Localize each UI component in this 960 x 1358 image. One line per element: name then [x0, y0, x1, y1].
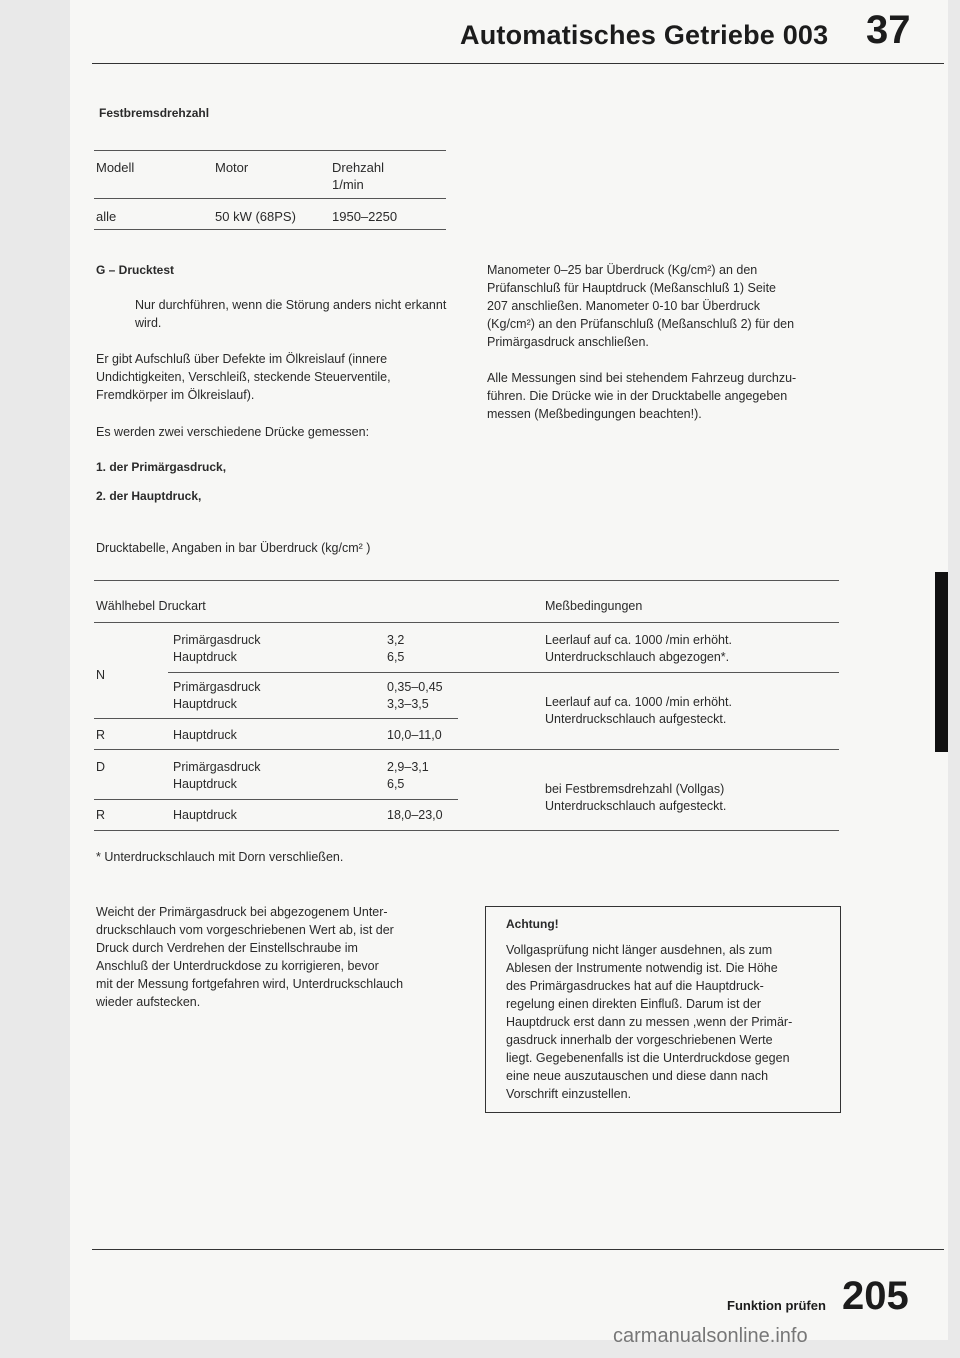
festbrems-mid-rule [94, 198, 446, 199]
weicht-line1: Weicht der Primärgasdruck bei abgezogenem Unter- [96, 905, 388, 919]
drucktest-item1: 1. der Primärgasdruck, [96, 460, 227, 474]
druck-cond2-line2: Unterdruckschlauch aufgesteckt. [545, 712, 727, 726]
festbrems-drehzahl-value: 1950–2250 [332, 209, 398, 224]
weicht-line6: wieder aufstecken. [96, 995, 201, 1009]
drucktest-note: Nur durchführen, wenn die Störung anders nicht erkannt wird. [135, 298, 447, 330]
achtung-line9: Vorschrift einzustellen. [506, 1087, 632, 1101]
manometer-para2-line2: führen. Die Drücke wie in der Drucktabelle angegeben [487, 389, 788, 403]
druck-cond3-line1: bei Festbremsdrehzahl (Vollgas) [545, 782, 725, 796]
druck-row7-type: Hauptdruck [173, 777, 237, 791]
drucktabelle-col-right: Meßbedingungen [545, 599, 643, 613]
manometer-para2-line1: Alle Messungen sind bei stehendem Fahrzeug durchzu- [487, 371, 797, 385]
druck-row2-value: 6,5 [387, 650, 405, 664]
druck-gear-r1: R [96, 728, 106, 742]
festbrems-col-drehzahl: Drehzahl [332, 160, 385, 175]
achtung-title: Achtung! [506, 917, 559, 931]
weicht-line3: Druck durch Verdrehen der Einstellschraube im [96, 941, 358, 955]
drucktabelle-caption: Drucktabelle, Angaben in bar Überdruck (kg/cm² ) [96, 541, 371, 555]
druck-row1-type: Primärgasdruck [173, 633, 261, 647]
drucktest-para1-line3: Fremdkörper im Ölkreislauf). [96, 388, 255, 402]
manometer-para2-line3: messen (Meßbedingungen beachten!). [487, 407, 702, 421]
druck-gear-n: N [96, 668, 106, 682]
achtung-line5: Hauptdruck erst dann zu messen ,wenn der Primär- [506, 1015, 793, 1029]
druck-cond1-line2: Unterdruckschlauch abgezogen*. [545, 650, 730, 664]
druck-cond2-line1: Leerlauf auf ca. 1000 /min erhöht. [545, 695, 732, 709]
druck-row8-type: Hauptdruck [173, 808, 237, 822]
drucktabelle-header-rule [94, 622, 839, 623]
festbrems-modell-value: alle [96, 209, 117, 224]
achtung-line2: Ablesen der Instrumente notwendig ist. Die Höhe [506, 961, 778, 975]
achtung-line6: gasdruck innerhalb der vorgeschriebenen Werte [506, 1033, 773, 1047]
druck-row7-value: 6,5 [387, 777, 405, 791]
druck-row8-value: 18,0–23,0 [387, 808, 443, 822]
achtung-line8: eine neue auszutauschen und diese dann nach [506, 1069, 769, 1083]
druck-row5-value: 10,0–11,0 [387, 728, 442, 742]
festbrems-top-rule [94, 150, 446, 151]
drucktabelle-footnote: * Unterdruckschlauch mit Dorn verschließen. [96, 850, 344, 864]
footer-rule [92, 1249, 944, 1250]
weicht-line5: mit der Messung fortgefahren wird, Unterdruckschlauch [96, 977, 404, 991]
manual-page [70, 0, 948, 1340]
druck-row2-type: Hauptdruck [173, 650, 237, 664]
drucktest-para1-line2: Undichtigkeiten, Verschleiß, steckende Steuerventile, [96, 370, 391, 384]
festbrems-heading: Festbremsdrehzahl [99, 106, 210, 120]
achtung-line7: liegt. Gegebenenfalls ist die Unterdruckdose gegen [506, 1051, 790, 1065]
druck-row3-type: Primärgasdruck [173, 680, 261, 694]
weicht-line2: druckschlauch vom vorgeschriebenen Wert ab, ist der [96, 923, 394, 937]
festbrems-col-motor: Motor [215, 160, 249, 175]
watermark: carmanualsonline.info [613, 1325, 808, 1347]
drucktest-item2: 2. der Hauptdruck, [96, 489, 202, 503]
manometer-line5: Primärgasdruck anschließen. [487, 335, 649, 349]
druck-rule-2 [94, 718, 458, 719]
druck-row6-value: 2,9–3,1 [387, 760, 429, 774]
drucktabelle-bottom-rule [94, 830, 839, 831]
druck-gear-d: D [96, 760, 106, 774]
drucktest-heading: G – Drucktest [96, 263, 175, 277]
druck-row6-type: Primärgasdruck [173, 760, 261, 774]
druck-cond3-line2: Unterdruckschlauch aufgesteckt. [545, 799, 727, 813]
achtung-line3: des Primärgasdruckes hat auf die Hauptdruck- [506, 979, 764, 993]
druck-row4-value: 3,3–3,5 [387, 697, 429, 711]
manometer-line4: (Kg/cm²) an den Prüfanschluß (Meßanschluß 2) für den [487, 317, 795, 331]
drucktabelle-top-rule [94, 580, 839, 581]
manometer-line2: Prüfanschluß für Hauptdruck (Meßanschluß 1) Seite [487, 281, 777, 295]
festbrems-motor-value: 50 kW (68PS) [215, 209, 296, 224]
druck-gear-r2: R [96, 808, 106, 822]
druck-rule-3 [94, 749, 839, 750]
drucktabelle-col-left: Wählhebel Druckart [96, 599, 206, 613]
druck-rule-4 [94, 799, 458, 800]
druck-row5-type: Hauptdruck [173, 728, 237, 742]
druck-row3-value: 0,35–0,45 [387, 680, 443, 694]
manometer-line1: Manometer 0–25 bar Überdruck (Kg/cm²) an den [487, 263, 758, 277]
druck-cond1-line1: Leerlauf auf ca. 1000 /min erhöht. [545, 633, 732, 647]
festbrems-bottom-rule [94, 229, 446, 230]
manometer-line3: 207 anschließen. Manometer 0-10 bar Überdruck [487, 299, 761, 313]
drucktest-para1-line1: Er gibt Aufschluß über Defekte im Ölkreislauf (innere [96, 352, 388, 366]
festbrems-col-modell: Modell [96, 160, 135, 175]
page-number: 205 [842, 1274, 909, 1318]
header-rule [92, 63, 944, 64]
footer-label: Funktion prüfen [727, 1298, 826, 1313]
druck-row4-type: Hauptdruck [173, 697, 237, 711]
section-tab-marker [935, 572, 948, 752]
page-header-title: Automatisches Getriebe 003 [460, 20, 829, 50]
druck-rule-1 [168, 672, 839, 673]
festbrems-col-unit: 1/min [332, 177, 364, 192]
weicht-line4: Anschluß der Unterdruckdose zu korrigieren, bevor [96, 959, 379, 973]
achtung-line4: regelung einen direkten Einfluß. Darum ist der [506, 997, 761, 1011]
drucktest-para2: Es werden zwei verschiedene Drücke gemessen: [96, 425, 370, 439]
section-number: 37 [866, 8, 911, 52]
druck-row1-value: 3,2 [387, 633, 405, 647]
achtung-line1: Vollgasprüfung nicht länger ausdehnen, als zum [506, 943, 773, 957]
